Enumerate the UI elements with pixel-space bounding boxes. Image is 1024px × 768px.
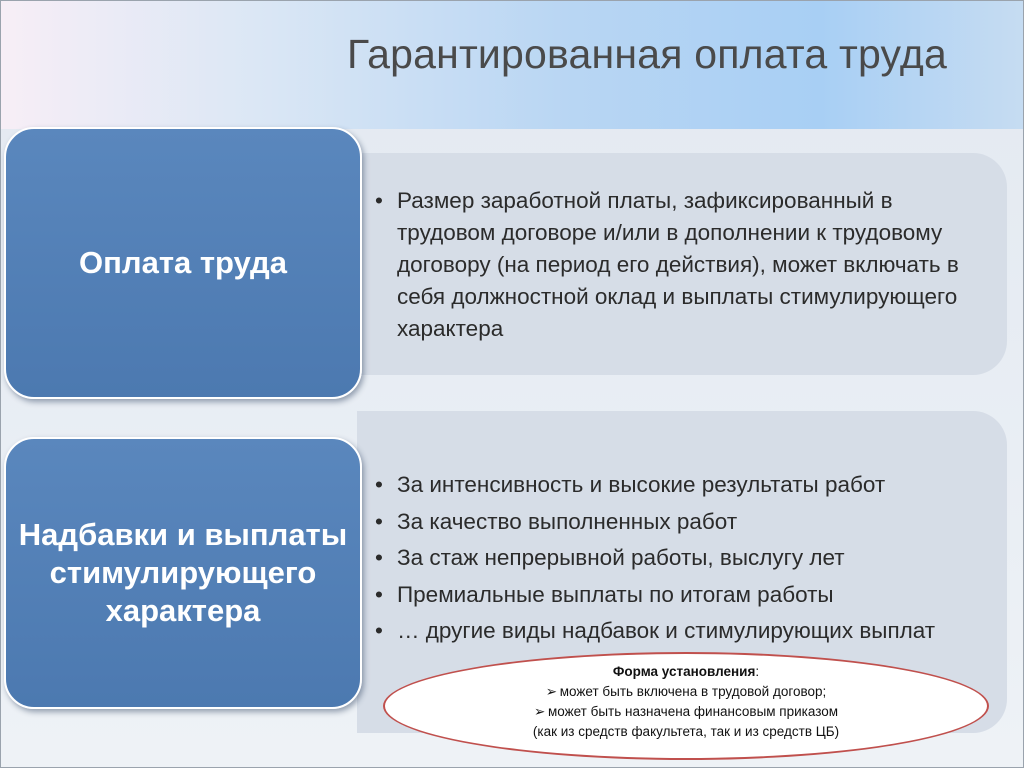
callout-title: Форма установления: [612, 664, 756, 679]
callout-item-text: может быть назначена финансовым приказом: [547, 704, 839, 719]
list-item: • … другие виды надбавок и стимулирующих выплат: [371, 613, 981, 650]
chevron-right-icon: ➢: [545, 684, 558, 699]
list-item: • Премиальные выплаты по итогам работы: [371, 577, 981, 614]
list-item: • Размер заработной платы, зафиксированный в трудовом договоре и/или в дополнении к трудовому договору (на период его действия), может включать в себя должностной оклад и выплаты стимулирующего характера: [371, 185, 981, 345]
list-item: • За стаж непрерывной работы, выслугу лет: [371, 540, 981, 577]
bullet-list-allowances: [371, 467, 981, 650]
establishment-form-callout: [383, 652, 989, 760]
callout-title-colon: :: [755, 664, 760, 679]
list-item: • За качество выполненных работ: [371, 504, 981, 541]
label-box-allowances: [4, 437, 362, 709]
callout-footer: (как из средств факультета, так и из средств ЦБ): [532, 724, 840, 739]
label-allowances-text: Надбавки и выплаты стимулирующего характера: [18, 517, 348, 628]
label-box-salary: [4, 127, 362, 399]
callout-item: [385, 702, 987, 722]
callout-item-text: может быть включена в трудовой договор;: [559, 684, 827, 699]
label-salary-text: Оплата труда: [79, 245, 287, 281]
callout-title-line: [385, 662, 987, 682]
slide-title: Гарантированная оплата труда: [347, 31, 947, 77]
chevron-right-icon: ➢: [533, 704, 546, 719]
list-item: • За интенсивность и высокие результаты работ: [371, 467, 981, 504]
callout-item: [385, 682, 987, 702]
bullet-list-salary: [371, 185, 981, 345]
